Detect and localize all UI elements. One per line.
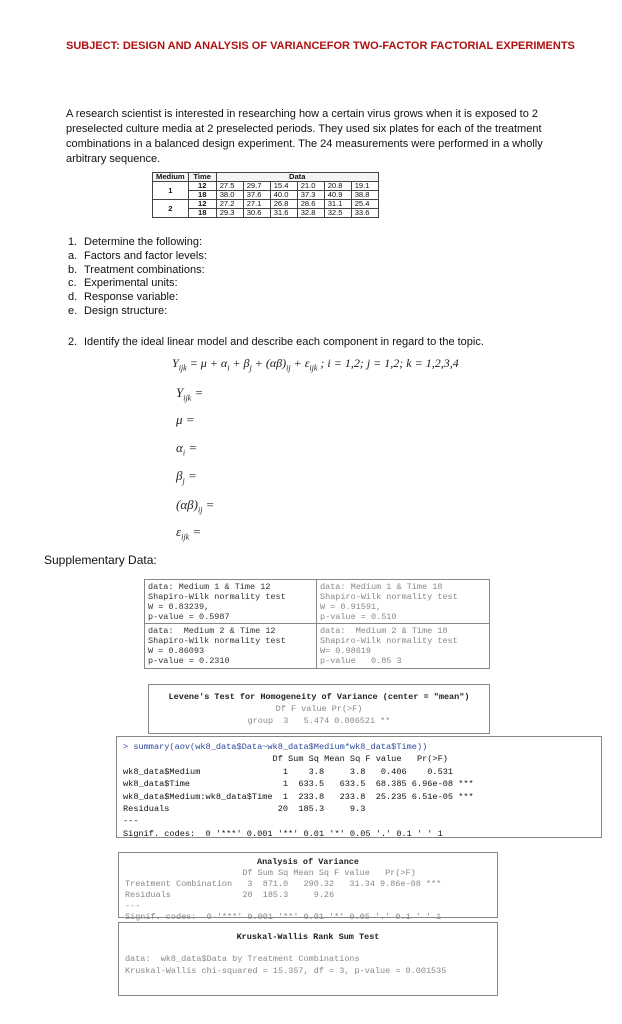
kruskal-data-line: data: wk8_data$Data by Treatment Combinations xyxy=(125,954,360,964)
time-level: 12 xyxy=(188,200,216,209)
data-cell: 27.5 xyxy=(216,182,243,191)
item-text: Treatment combinations: xyxy=(84,263,205,276)
anova-title: Analysis of Variance xyxy=(256,857,360,867)
model-sub: j xyxy=(249,363,252,373)
model-term: = μ + α xyxy=(186,356,228,370)
subject-heading: SUBJECT: DESIGN AND ANALYSIS OF VARIANCEFOR TWO-FACTOR FACTORIAL EXPERIMENTS xyxy=(66,40,575,52)
time-level: 18 xyxy=(188,191,216,200)
question-text: Determine the following: xyxy=(84,236,203,248)
aov-sep: --- xyxy=(123,816,139,827)
component-alpha xyxy=(176,440,197,458)
item-text: Response variable: xyxy=(84,291,179,304)
levene-row: group 3 5.474 0.006521 ** xyxy=(247,716,391,726)
shapiro-wilk-panel xyxy=(144,579,490,669)
data-cell: 26.8 xyxy=(270,200,297,209)
model-sub: ijk xyxy=(309,363,318,373)
data-cell: 25.4 xyxy=(351,200,378,209)
question-text: Identify the ideal linear model and describe each component in regard to the topic. xyxy=(84,336,484,348)
model-indices: ; i = 1,2; j = 1,2; k = 1,2,3,4 xyxy=(317,356,459,370)
item-marker: a. xyxy=(68,249,78,262)
supplementary-label: Supplementary Data: xyxy=(44,553,157,567)
table-header-medium: Medium xyxy=(153,173,189,182)
shapiro-cell: data: Medium 2 & Time 18 Shapiro-Wilk normality test W= 0.98619 p-value 0.85 3 xyxy=(320,626,458,666)
data-cell: 32.8 xyxy=(297,209,324,218)
component-eq: = xyxy=(182,412,195,427)
question-1-prompt xyxy=(68,236,207,250)
component-eq: = xyxy=(191,385,204,400)
question-number: 1. xyxy=(68,236,78,248)
data-cell: 15.4 xyxy=(270,182,297,191)
list-item xyxy=(68,305,207,319)
medium-level: 2 xyxy=(153,200,189,218)
aov-header: Df Sum Sq Mean Sq F value Pr(>F) xyxy=(123,754,469,765)
time-level: 12 xyxy=(188,182,216,191)
table-header-row xyxy=(153,173,379,182)
item-marker: e. xyxy=(68,304,78,317)
table-row xyxy=(153,182,379,191)
list-item xyxy=(68,250,207,264)
shapiro-cell: data: Medium 2 & Time 12 Shapiro-Wilk normality test W = 0.86093 p-value = 0.2310 xyxy=(145,624,317,668)
table-row xyxy=(153,200,379,209)
component-sub: j xyxy=(182,476,185,486)
data-cell: 19.1 xyxy=(351,182,378,191)
levene-title: Levene's Test for Homogeneity of Variance (center = "mean") xyxy=(168,692,470,702)
levene-test-panel xyxy=(148,684,490,734)
aov-summary-panel xyxy=(116,736,602,838)
time-level: 18 xyxy=(188,209,216,218)
data-cell: 38.0 xyxy=(216,191,243,200)
model-term: + (αβ) xyxy=(251,356,287,370)
model-lhs-sub: ijk xyxy=(178,363,187,373)
shapiro-cell: data: Medium 1 & Time 12 Shapiro-Wilk normality test W = 0.83239, p-value = 0.5987 xyxy=(145,580,317,624)
component-beta xyxy=(176,468,197,486)
component-interaction xyxy=(176,497,214,515)
component-symbol: β xyxy=(176,468,183,483)
model-term: + ε xyxy=(290,356,310,370)
data-cell: 31.6 xyxy=(270,209,297,218)
component-sub: ijk xyxy=(183,393,192,403)
item-marker: c. xyxy=(68,277,77,290)
component-eq: = xyxy=(185,440,198,455)
list-item xyxy=(68,264,207,278)
component-symbol: μ xyxy=(176,412,183,427)
medium-level: 1 xyxy=(153,182,189,200)
component-symbol: (αβ) xyxy=(176,497,198,512)
item-marker: b. xyxy=(68,263,78,276)
component-sub: ijk xyxy=(181,532,190,542)
item-marker: d. xyxy=(68,291,78,304)
data-cell: 29.3 xyxy=(216,209,243,218)
component-eq: = xyxy=(189,524,202,539)
data-cell: 40.9 xyxy=(324,191,351,200)
list-item xyxy=(68,277,207,291)
list-item xyxy=(68,291,207,305)
intro-paragraph: A research scientist is interested in researching how a certain virus grows when it is exposed to 2 preselected culture media at 2 preselected periods. They used six plates for each of the treatment combinations in a balanced design experiment. The 24 measurements were performed in a wholly arbitrary sequence. xyxy=(66,108,543,165)
component-sub: ij xyxy=(197,505,203,515)
anova-sep: --- xyxy=(125,901,141,911)
kruskal-result-line: Kruskal-Wallis chi-squared = 15.357, df = 3, p-value = 0.001535 xyxy=(125,966,447,976)
anova-treatment-panel xyxy=(118,852,498,922)
data-cell: 38.8 xyxy=(351,191,378,200)
shapiro-cell: data: Medium 1 & Time 18 Shapiro-Wilk normality test W = 0.91591, p-value = 0.510 xyxy=(317,580,489,624)
kruskal-wallis-panel xyxy=(118,922,498,996)
levene-header: Df F value Pr(>F) xyxy=(275,704,363,714)
r-command: > summary(aov(wk8_data$Data~wk8_data$Medium*wk8_data$Time)) xyxy=(123,742,428,752)
item-text: Factors and factor levels: xyxy=(84,249,207,262)
question-number: 2. xyxy=(68,336,78,348)
data-cell: 32.5 xyxy=(324,209,351,218)
table-header-data: Data xyxy=(216,173,378,182)
component-symbol: α xyxy=(176,440,183,455)
data-cell: 28.6 xyxy=(297,200,324,209)
component-eq: = xyxy=(202,497,215,512)
component-symbol: ε xyxy=(176,524,182,539)
table-header-time: Time xyxy=(188,173,216,182)
linear-model-equation xyxy=(172,356,459,372)
item-text: Experimental units: xyxy=(84,277,178,290)
aov-row: wk8_data$Time 1 633.5 633.5 68.385 6.96e-08 *** xyxy=(123,779,474,790)
component-mu xyxy=(176,412,195,430)
data-cell: 31.1 xyxy=(324,200,351,209)
model-term: + β xyxy=(229,356,250,370)
model-lhs: Y xyxy=(172,356,179,370)
data-table xyxy=(152,172,379,218)
component-eq: = xyxy=(184,468,197,483)
question-2-prompt xyxy=(68,336,484,350)
aov-row: wk8_data$Medium:wk8_data$Time 1 233.8 233.8 25.235 6.51e-05 *** xyxy=(123,791,474,802)
data-cell: 37.3 xyxy=(297,191,324,200)
component-yijk xyxy=(176,385,203,403)
anova-row: Treatment Combination 3 871.0 290.32 31.34 9.86e-08 *** xyxy=(125,879,442,889)
anova-row: Residuals 20 185.3 9.26 xyxy=(125,890,335,900)
model-sub: i xyxy=(227,363,230,373)
aov-signif: Signif. codes: 0 '***' 0.001 '**' 0.01 '*' 0.05 '.' 0.1 ' ' 1 xyxy=(123,828,443,839)
data-cell: 29.7 xyxy=(243,182,270,191)
data-cell: 37.6 xyxy=(243,191,270,200)
question-2 xyxy=(68,336,484,350)
data-cell: 27.1 xyxy=(243,200,270,209)
component-sub: i xyxy=(182,448,186,458)
aov-row: wk8_data$Medium 1 3.8 3.8 0.406 0.531 xyxy=(123,766,474,777)
anova-header: Df Sum Sq Mean Sq F value Pr(>F) xyxy=(125,868,416,878)
model-sub: ij xyxy=(286,363,291,373)
kruskal-title: Kruskal-Wallis Rank Sum Test xyxy=(236,932,380,942)
question-1 xyxy=(68,236,207,319)
component-epsilon xyxy=(176,524,201,542)
data-cell: 30.6 xyxy=(243,209,270,218)
data-cell: 27.2 xyxy=(216,200,243,209)
component-symbol: Y xyxy=(176,385,184,400)
data-cell: 20.8 xyxy=(324,182,351,191)
data-cell: 40.0 xyxy=(270,191,297,200)
item-text: Design structure: xyxy=(84,304,168,317)
aov-row: Residuals 20 185.3 9.3 xyxy=(123,804,464,815)
data-cell: 33.6 xyxy=(351,209,378,218)
anova-signif: Signif. codes: 0 '***' 0.001 '**' 0.01 '*' 0.05 '.' 0.1 ' ' 1 xyxy=(125,912,442,922)
data-cell: 21.0 xyxy=(297,182,324,191)
